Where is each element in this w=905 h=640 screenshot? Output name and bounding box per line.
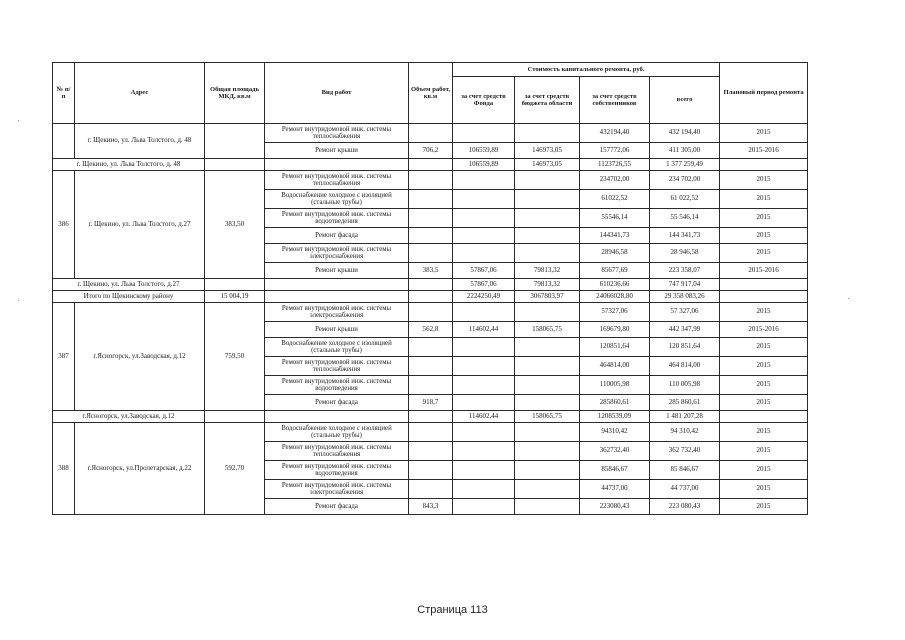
cell-work: Водоснабжение холодное с изоляцией (стальные трубы) <box>265 338 409 357</box>
subtotal-period <box>720 279 808 291</box>
cell-work: Ремонт внутридомовой инж. системы электроснабжения <box>265 244 409 263</box>
cell-budget <box>515 480 580 499</box>
cell-total: 411 305,00 <box>650 143 720 159</box>
scan-speck <box>18 300 19 301</box>
cell-fund <box>453 480 515 499</box>
cell-total: 234 702,00 <box>650 171 720 190</box>
cell-volume <box>409 357 453 376</box>
cell-volume <box>409 442 453 461</box>
cell-owners: 94310,42 <box>580 423 650 442</box>
cell-address: г. Щекино, ул. Льва Толстого, д. 48 <box>75 124 205 159</box>
cell-budget <box>515 171 580 190</box>
cell-period: 2015 <box>720 228 808 244</box>
header-num: № п/п <box>53 63 75 124</box>
header-period: Плановый период ремонта <box>720 63 808 124</box>
cell-owners: 285860,61 <box>580 395 650 411</box>
cell-total: 85 846,67 <box>650 461 720 480</box>
cell-volume <box>409 461 453 480</box>
district-total-fund: 2224250,49 <box>453 291 515 303</box>
cell-owners: 44737,00 <box>580 480 650 499</box>
cell-fund <box>453 395 515 411</box>
cell-volume <box>409 423 453 442</box>
district-total-label: Итого по Щекинскому району <box>53 291 205 303</box>
cell-budget <box>515 357 580 376</box>
subtotal-label: г. Щекино, ул. Льва Толстого, д.27 <box>53 279 205 291</box>
cell-period: 2015-2016 <box>720 263 808 279</box>
cell-work: Ремонт фасада <box>265 395 409 411</box>
repair-schedule-table <box>52 62 808 515</box>
cell-budget <box>515 209 580 228</box>
subtotal-budget: 79813,32 <box>515 279 580 291</box>
cell-fund <box>453 209 515 228</box>
district-total-budget: 3067803,97 <box>515 291 580 303</box>
cell-fund <box>453 228 515 244</box>
cell-work: Ремонт внутридомовой инж. системы теплоснабжения <box>265 442 409 461</box>
cell-total: 432 194,40 <box>650 124 720 143</box>
cell-period: 2015 <box>720 376 808 395</box>
cell-period: 2015 <box>720 244 808 263</box>
cell-num <box>53 124 75 159</box>
subtotal-row <box>53 159 808 171</box>
cell-address: г.Ясногорск, ул.Заводская, д.12 <box>75 303 205 411</box>
cell-owners: 432194,40 <box>580 124 650 143</box>
cell-fund <box>453 499 515 515</box>
cell-total: 223 358,07 <box>650 263 720 279</box>
header-work: Вид работ <box>265 63 409 124</box>
cell-total: 144 341,73 <box>650 228 720 244</box>
cell-budget <box>515 244 580 263</box>
subtotal-work <box>265 411 409 423</box>
cell-owners: 157772,06 <box>580 143 650 159</box>
cell-period: 2015-2016 <box>720 322 808 338</box>
cell-volume: 383,5 <box>409 263 453 279</box>
cell-fund <box>453 376 515 395</box>
subtotal-total: 747 917,04 <box>650 279 720 291</box>
cell-volume: 562,8 <box>409 322 453 338</box>
subtotal-volume <box>409 159 453 171</box>
cell-fund: 57867,06 <box>453 263 515 279</box>
cell-volume: 843,3 <box>409 499 453 515</box>
subtotal-label: г.Ясногорск, ул.Заводская, д.12 <box>53 411 205 423</box>
cell-owners: 234702,00 <box>580 171 650 190</box>
table-row <box>53 303 808 322</box>
cell-owners: 57327,06 <box>580 303 650 322</box>
cell-owners: 61022,52 <box>580 190 650 209</box>
district-total-work <box>265 291 409 303</box>
cell-work: Ремонт внутридомовой инж. системы теплоснабжения <box>265 124 409 143</box>
cell-volume: 918,7 <box>409 395 453 411</box>
district-total-owners: 24066028,80 <box>580 291 650 303</box>
cell-work: Ремонт внутридомовой инж. системы водоотведения <box>265 376 409 395</box>
cell-owners: 28946,58 <box>580 244 650 263</box>
cell-volume: 706,2 <box>409 143 453 159</box>
cell-work: Ремонт внутридомовой инж. системы водоотведения <box>265 461 409 480</box>
subtotal-area <box>205 411 265 423</box>
cell-total: 285 860,61 <box>650 395 720 411</box>
subtotal-label: г. Щекино, ул. Льва Толстого, д. 48 <box>53 159 205 171</box>
cell-owners: 120851,64 <box>580 338 650 357</box>
cell-volume <box>409 303 453 322</box>
cell-area <box>205 124 265 159</box>
cell-total: 110 005,98 <box>650 376 720 395</box>
cell-total: 61 022,52 <box>650 190 720 209</box>
cell-period: 2015 <box>720 499 808 515</box>
cell-work: Ремонт крыши <box>265 143 409 159</box>
cell-work: Водоснабжение холодное с изоляцией (стальные трубы) <box>265 190 409 209</box>
cell-owners: 85677,69 <box>580 263 650 279</box>
district-total-volume <box>409 291 453 303</box>
cell-volume <box>409 209 453 228</box>
subtotal-area <box>205 279 265 291</box>
cell-total: 362 732,40 <box>650 442 720 461</box>
cell-fund <box>453 303 515 322</box>
cell-address: г.Ясногорск, ул.Пролетарская, д.22 <box>75 423 205 515</box>
cell-total: 223 080,43 <box>650 499 720 515</box>
header-volume: Объем работ, кв.м <box>409 63 453 124</box>
cell-period: 2015 <box>720 423 808 442</box>
cell-owners: 169679,80 <box>580 322 650 338</box>
cell-num: 387 <box>53 303 75 411</box>
district-total-period <box>720 291 808 303</box>
cell-volume <box>409 338 453 357</box>
cell-period: 2015-2016 <box>720 143 808 159</box>
cell-fund <box>453 357 515 376</box>
cell-period: 2015 <box>720 461 808 480</box>
subtotal-budget: 146973,05 <box>515 159 580 171</box>
header-area: Общая площадь МКД, кв.м <box>205 63 265 124</box>
cell-period: 2015 <box>720 209 808 228</box>
page-number: Страница 113 <box>417 604 488 616</box>
cell-total: 120 851,64 <box>650 338 720 357</box>
table-row <box>53 124 808 143</box>
cell-owners: 362732,40 <box>580 442 650 461</box>
cell-fund <box>453 461 515 480</box>
cell-volume <box>409 190 453 209</box>
cell-volume <box>409 228 453 244</box>
header-fund: за счет средств Фонда <box>453 77 515 124</box>
cell-area: 759,50 <box>205 303 265 411</box>
subtotal-work <box>265 159 409 171</box>
cell-owners: 464814,00 <box>580 357 650 376</box>
cell-work: Водоснабжение холодное с изоляцией (стальные трубы) <box>265 423 409 442</box>
cell-budget <box>515 190 580 209</box>
cell-owners: 223080,43 <box>580 499 650 515</box>
cell-fund <box>453 423 515 442</box>
district-total-row <box>53 291 808 303</box>
cell-fund <box>453 190 515 209</box>
subtotal-budget: 158065,75 <box>515 411 580 423</box>
subtotal-owners: 610236,66 <box>580 279 650 291</box>
cell-fund <box>453 171 515 190</box>
cell-budget <box>515 228 580 244</box>
cell-fund <box>453 442 515 461</box>
cell-address: г. Щекино, ул. Льва Толстого, д.27 <box>75 171 205 279</box>
subtotal-fund: 106559,89 <box>453 159 515 171</box>
cell-total: 55 546,14 <box>650 209 720 228</box>
cell-budget <box>515 303 580 322</box>
cell-budget <box>515 423 580 442</box>
subtotal-volume <box>409 279 453 291</box>
table-body <box>53 124 808 515</box>
subtotal-row <box>53 279 808 291</box>
cell-work: Ремонт внутридомовой инж. системы теплоснабжения <box>265 171 409 190</box>
cell-period: 2015 <box>720 190 808 209</box>
cell-volume <box>409 480 453 499</box>
cell-fund <box>453 244 515 263</box>
cell-work: Ремонт крыши <box>265 322 409 338</box>
cell-period: 2015 <box>720 124 808 143</box>
cell-budget <box>515 376 580 395</box>
scan-speck <box>848 298 849 299</box>
cell-budget <box>515 395 580 411</box>
cell-period: 2015 <box>720 442 808 461</box>
cell-owners: 110005,98 <box>580 376 650 395</box>
cell-budget <box>515 442 580 461</box>
cell-period: 2015 <box>720 303 808 322</box>
cell-work: Ремонт внутридомовой инж. системы электроснабжения <box>265 303 409 322</box>
district-total-area: 15 004,19 <box>205 291 265 303</box>
cell-num: 388 <box>53 423 75 515</box>
subtotal-total: 1 377 259,49 <box>650 159 720 171</box>
cell-work: Ремонт внутридомовой инж. системы электроснабжения <box>265 480 409 499</box>
table-row <box>53 423 808 442</box>
cell-budget: 158065,75 <box>515 322 580 338</box>
cell-work: Ремонт крыши <box>265 263 409 279</box>
subtotal-volume <box>409 411 453 423</box>
cell-owners: 144341,73 <box>580 228 650 244</box>
cell-owners: 85846,67 <box>580 461 650 480</box>
cell-volume <box>409 124 453 143</box>
subtotal-fund: 114602,44 <box>453 411 515 423</box>
cell-budget <box>515 461 580 480</box>
table-row <box>53 171 808 190</box>
document-page <box>52 62 807 515</box>
header-cost-group: Стоимость капитального ремонта, руб. <box>453 63 720 77</box>
subtotal-owners: 1123726,55 <box>580 159 650 171</box>
cell-total: 94 310,42 <box>650 423 720 442</box>
cell-fund: 106559,89 <box>453 143 515 159</box>
cell-volume <box>409 244 453 263</box>
cell-budget <box>515 124 580 143</box>
header-address: Адрес <box>75 63 205 124</box>
subtotal-owners: 1208539,09 <box>580 411 650 423</box>
subtotal-period <box>720 159 808 171</box>
cell-fund <box>453 124 515 143</box>
cell-period: 2015 <box>720 338 808 357</box>
subtotal-row <box>53 411 808 423</box>
cell-budget <box>515 499 580 515</box>
cell-total: 57 327,06 <box>650 303 720 322</box>
subtotal-fund: 57867,06 <box>453 279 515 291</box>
cell-work: Ремонт внутридомовой инж. системы водоотведения <box>265 209 409 228</box>
cell-period: 2015 <box>720 357 808 376</box>
cell-area: 383,50 <box>205 171 265 279</box>
cell-total: 28 946,58 <box>650 244 720 263</box>
cell-budget <box>515 338 580 357</box>
scan-speck <box>18 120 19 121</box>
cell-period: 2015 <box>720 395 808 411</box>
cell-owners: 55546,14 <box>580 209 650 228</box>
cell-volume <box>409 376 453 395</box>
cell-period: 2015 <box>720 171 808 190</box>
subtotal-total: 1 481 207,28 <box>650 411 720 423</box>
cell-num: 386 <box>53 171 75 279</box>
cell-area: 592,70 <box>205 423 265 515</box>
cell-work: Ремонт внутридомовой инж. системы теплоснабжения <box>265 357 409 376</box>
subtotal-work <box>265 279 409 291</box>
cell-budget: 146973,05 <box>515 143 580 159</box>
cell-period: 2015 <box>720 480 808 499</box>
header-budget: за счет средств бюджета области <box>515 77 580 124</box>
cell-total: 464 814,00 <box>650 357 720 376</box>
cell-fund <box>453 338 515 357</box>
subtotal-period <box>720 411 808 423</box>
header-total: всего <box>650 77 720 124</box>
cell-fund: 114602,44 <box>453 322 515 338</box>
cell-volume <box>409 171 453 190</box>
district-total-total: 29 358 083,26 <box>650 291 720 303</box>
cell-work: Ремонт фасада <box>265 499 409 515</box>
cell-budget: 79813,32 <box>515 263 580 279</box>
header-owners: за счет средств собственников <box>580 77 650 124</box>
subtotal-area <box>205 159 265 171</box>
cell-total: 442 347,99 <box>650 322 720 338</box>
cell-work: Ремонт фасада <box>265 228 409 244</box>
cell-total: 44 737,00 <box>650 480 720 499</box>
